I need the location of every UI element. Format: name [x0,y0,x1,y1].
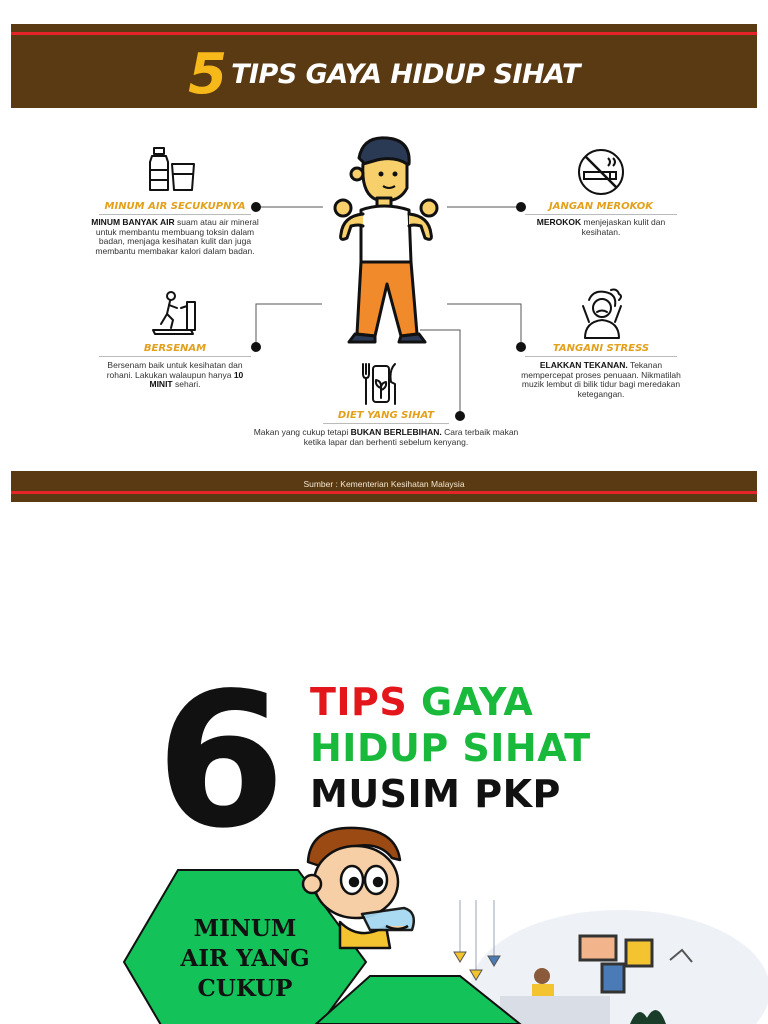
diet-fork-knife-icon [359,362,403,406]
hexagon-label-line: CUKUP [197,975,293,1002]
stressed-person-icon [579,288,625,340]
tip-underline [99,214,251,215]
hexagon-label-line: MINUM [193,915,297,942]
tip-heading-minum-air: MINUM AIR SECUKUPNYA [104,201,246,212]
hexagon-label-line: AIR YANG [180,945,310,972]
tip-body: Bersenam baik untuk kesihatan dan rohani. Lakukan walaupun hanya [106,360,243,380]
footer-red-line [11,491,757,494]
tip-body: suam atau air mineral untuk membantu membuang toksin dalam badan, menjaga kesihatan kulit dan juga membantu membakar kalori dalam badan. [95,217,259,256]
infographic1-title [11,42,757,107]
tip-bold: BUKAN BERLEBIHAN. [350,427,442,437]
tip-text-minum-air [91,218,259,256]
tip-underline [99,356,251,357]
tip-bold: 10 MINIT [149,369,244,389]
infographic-5-tips [11,24,757,502]
title2-line1 [310,680,533,724]
tip-body: Tekanan mempercepat proses penuaan. Nikmatilah muzik lembut di bilik tidur bagi meredakan ketegangan. [521,360,681,399]
dot-minum-air [251,202,261,212]
tip-text-bersenam [99,361,251,390]
tip-text-tangani-stress [517,361,685,399]
title2-line3: MUSIM PKP [310,772,561,816]
tip-body: menjejaskan kulit dan kesihatan. [581,217,666,237]
title-text: TIPS GAYA HIDUP SIHAT [231,59,580,90]
tip-text-jangan-merokok [525,218,677,237]
tip-bold: MINUM BANYAK AIR [91,217,175,227]
no-smoking-icon [576,148,626,196]
big-number-six: 6 [156,652,282,869]
tip-heading-tangani-stress: TANGANI STRESS [552,343,650,354]
tip-body: Makan yang cukup tetapi [253,427,351,437]
tip-heading-jangan-merokok: JANGAN MEROKOK [549,201,653,212]
tip-underline [525,356,677,357]
tip-underline [323,423,449,424]
title2-gaya: GAYA [421,680,534,724]
tip-body: sehari. [172,379,201,389]
title2-line2: HIDUP SIHAT [310,726,591,770]
tip-heading-bersenam: BERSENAM [143,343,207,354]
water-bottle-icon [148,146,196,192]
dot-bersenam [251,342,261,352]
tip-body: Cara terbaik makan ketika lapar dan berhenti sebelum kenyang. [303,427,519,447]
hexagon-label [150,914,340,1004]
tip-text-diet [251,428,521,447]
title2-tips: TIPS [310,680,408,724]
treadmill-icon [151,290,199,338]
source-text: Sumber : Kementerian Kesihatan Malaysia [303,479,465,489]
dot-diet [455,411,465,421]
strong-man-illustration [329,134,441,346]
tip-underline [525,214,677,215]
tip-heading-diet: DIET YANG SIHAT [337,410,435,421]
tip-bold: ELAKKAN TEKANAN. [539,360,628,370]
header-red-line [11,32,757,35]
title-number: 5 [188,42,226,107]
tip-bold: MEROKOK [536,217,582,227]
